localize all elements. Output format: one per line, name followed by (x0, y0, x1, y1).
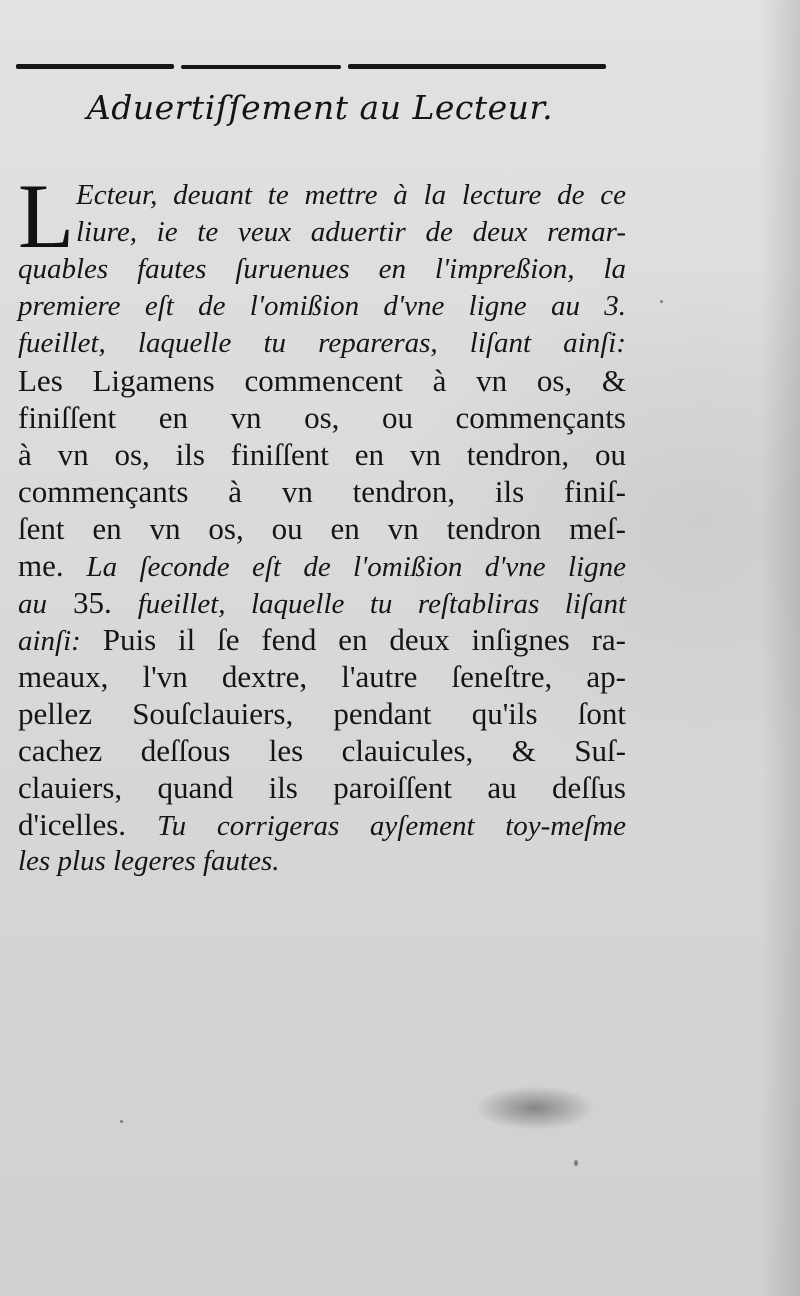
line-text: quables fautes ſuruenues en l'impreßion, la (18, 253, 626, 285)
head-rule-middle (181, 65, 341, 69)
text-line (18, 473, 626, 510)
line-text-italic: ainſi: (18, 625, 81, 657)
text-line (18, 362, 626, 399)
line-text-italic: Tu corrigeras ayſement toy-meſme (157, 810, 626, 842)
text-line (18, 251, 626, 288)
text-line (18, 288, 626, 325)
text-line (18, 436, 626, 473)
text-line (18, 399, 626, 436)
line-text-italic: au (18, 588, 47, 620)
head-rule-right (348, 64, 606, 69)
page-heading: Aduertiſſement au Lecteur. (86, 88, 554, 127)
line-text: commençants à vn tendron, ils finiſ- (18, 474, 626, 509)
paper-speck (120, 1120, 123, 1123)
notice-text (18, 165, 627, 880)
text-line (18, 325, 626, 362)
line-text: liure, ie te veux aduertir de deux remar- (76, 216, 626, 248)
text-line (18, 621, 626, 658)
text-line (18, 584, 626, 621)
paper-speck (660, 300, 663, 303)
text-line (18, 658, 626, 695)
line-text: meaux, l'vn dextre, l'autre ſeneſtre, ap- (18, 659, 626, 694)
drop-cap-letter: L (18, 165, 75, 267)
text-line (18, 843, 626, 880)
line-text: d'icelles. (18, 807, 127, 842)
line-text: fueillet, laquelle tu repareras, liſant ainſi: (18, 327, 626, 359)
line-text: ſent en vn os, ou en vn tendron meſ- (18, 511, 626, 546)
line-text: Ecteur, deuant te mettre à la lecture de ce (76, 179, 626, 211)
line-text: premiere eſt de l'omißion d'vne ligne au 3. (18, 290, 626, 322)
text-line (76, 177, 626, 214)
line-text: 35. (72, 585, 112, 620)
text-line (18, 695, 626, 732)
line-text-italic: fueillet, laquelle tu reſtabliras liſant (137, 588, 626, 620)
text-line (18, 547, 626, 584)
text-line (18, 769, 626, 806)
paper-speck (574, 1160, 578, 1166)
text-line (76, 214, 626, 251)
line-text: finiſſent en vn os, ou commençants (18, 400, 626, 435)
line-text-italic: La ſeconde eſt de l'omißion d'vne ligne (86, 551, 627, 583)
line-text: clauiers, quand ils paroiſſent au deſſus (18, 770, 626, 805)
head-rule-left (16, 64, 174, 69)
line-text: Puis il ſe fend en deux inſignes ra- (102, 622, 626, 657)
line-text: à vn os, ils finiſſent en vn tendron, ou (18, 437, 626, 472)
line-text: cachez deſſous les clauicules, & Suſ- (18, 733, 626, 768)
line-text: les plus legeres fautes. (18, 845, 280, 877)
line-text: Les Ligamens commencent à vn os, & (18, 363, 626, 398)
text-line (18, 732, 626, 769)
text-line (18, 510, 626, 547)
page-edge-shadow (760, 0, 800, 1296)
text-line (18, 806, 626, 843)
line-text: pellez Souſclauiers, pendant qu'ils ſont (18, 696, 626, 731)
line-text: me. (18, 548, 64, 583)
